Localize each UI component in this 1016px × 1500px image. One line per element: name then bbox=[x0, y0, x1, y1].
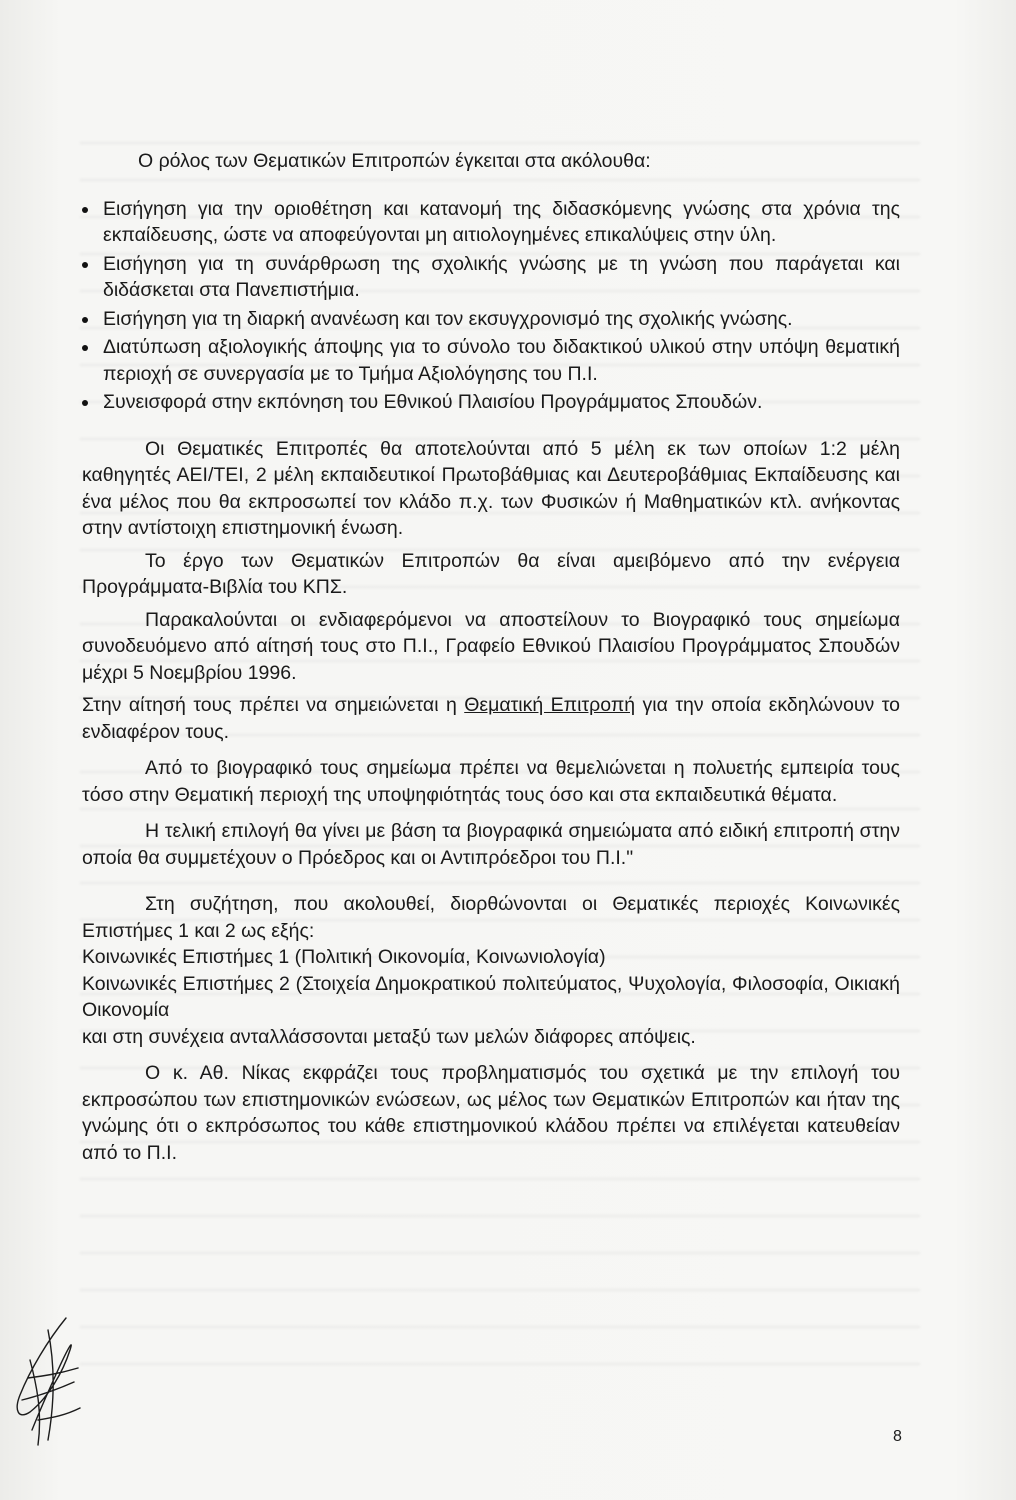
cv-paragraph: Από το βιογραφικό τους σημείωμα πρέπει να θεμελιώνεται η πολυετής εμπειρία τους τόσο στην Θεματική περιοχή της υποψηφιότητάς τους όσο και στα εκπαιδευτικά θέματα. bbox=[82, 757, 900, 806]
signature-icon bbox=[8, 1300, 103, 1450]
final-selection-paragraph: Η τελική επιλογή θα γίνει με βάση τα βιογραφικά σημειώματα από ειδική επιτροπή στην οποία θα συμμετέχουν ο Πρόεδρος και οι Αντιπρόεδροι του Π.Ι." bbox=[82, 820, 900, 869]
exchange-line: και στη συνέχεια ανταλλάσσονται μεταξύ των μελών διάφορες απόψεις. bbox=[82, 1025, 696, 1048]
members-paragraph: Οι Θεματικές Επιτροπές θα αποτελούνται από 5 μέλη εκ των οποίων 1:2 μέλη καθηγητές ΑΕΙ/ΤΕΙ, 2 μέλη εκπαιδευτικοί Πρωτοβάθμιας και Δευτεροβάθμιας Εκπαίδευσης και ένα μέλος που θα εκπροσωπεί τον κλάδο π.χ. των Φυσικών ή Μαθηματικών κτλ. ανήκοντας στην αντίστοιχη επιστημονική ένωση. bbox=[82, 437, 900, 539]
list-item: Συνεισφορά στην εκπόνηση του Εθνικού Πλαισίου Προγράμματος Σπουδών. bbox=[82, 389, 900, 416]
statement-text-a: Στην αίτησή τους πρέπει να σημειώνεται η bbox=[82, 694, 465, 716]
list-item: Εισήγηση για την οριοθέτηση και κατανομή της διδασκόμενης γνώσης στα χρόνια της εκπαίδευσης, ώστε να αποφεύγονται μη αιτιολογημένες επικαλύψεις στην ύλη. bbox=[82, 196, 900, 249]
roles-list bbox=[82, 196, 900, 416]
list-item: Εισήγηση για τη διαρκή ανανέωση και τον εκσυγχρονισμό της σχολικής γνώσης. bbox=[82, 306, 900, 333]
remuneration-paragraph: Το έργο των Θεματικών Επιτροπών θα είναι αμειβόμενο από την ενέργεια Προγράμματα-Βιβλία του ΚΠΣ. bbox=[82, 549, 900, 598]
statement-paragraph bbox=[82, 692, 900, 745]
nikas-paragraph: Ο κ. Αθ. Νίκας εκφράζει τους προβληματισμός του σχετικά με την επιλογή του εκπροσώπου των επιστημονικών ενώσεων, ως μέλος των Θεματικών Επιτροπών και ήταν της γνώμης ότι ο εκπρόσωπος του κάθε επιστημονικού κλάδου πρέπει να επιλέγεται κατευθείαν από το Π.Ι. bbox=[82, 1062, 900, 1164]
page-number: 8 bbox=[893, 1428, 902, 1445]
list-item: Διατύπωση αξιολογικής άποψης για το σύνολο του διδακτικού υλικού στην υπόψη θεματική περιοχή σε συνεργασία με το Τμήμα Αξιολόγησης του Π.Ι. bbox=[82, 334, 900, 387]
statement-text-b: για την οποία εκδηλώνουν το ενδιαφέρον τους. bbox=[82, 694, 900, 743]
social-sciences-2: Κοινωνικές Επιστήμες 2 (Στοιχεία Δημοκρατικού πολιτεύματος, Ψυχολογία, Φιλοσοφία, Οικιακή Οικονομία bbox=[82, 972, 900, 1021]
thematic-committee-underlined: Θεματική Επιτροπή bbox=[464, 694, 636, 716]
document-body bbox=[82, 148, 900, 1166]
social-sciences-1: Κοινωνικές Επιστήμες 1 (Πολιτική Οικονομία, Κοινωνιολογία) bbox=[82, 946, 606, 968]
list-item: Εισήγηση για τη συνάρθρωση της σχολικής γνώσης με τη γνώση που παράγεται και διδάσκεται στα Πανεπιστήμια. bbox=[82, 251, 900, 304]
discussion-paragraph: Στη συζήτηση, που ακολουθεί, διορθώνονται οι Θεματικές περιοχές Κοινωνικές Επιστήμες 1 και 2 ως εξής: bbox=[82, 893, 900, 942]
application-paragraph: Παρακαλούνται οι ενδιαφερόμενοι να αποστείλουν το Βιογραφικό τους σημείωμα συνοδευόμενο από αίτησή τους στο Π.Ι., Γραφείο Εθνικού Πλαισίου Προγράμματος Σπουδών μέχρι 5 Νοεμβρίου 1996. bbox=[82, 608, 900, 684]
lead-sentence: Ο ρόλος των Θεματικών Επιτροπών έγκειται στα ακόλουθα: bbox=[138, 150, 651, 172]
